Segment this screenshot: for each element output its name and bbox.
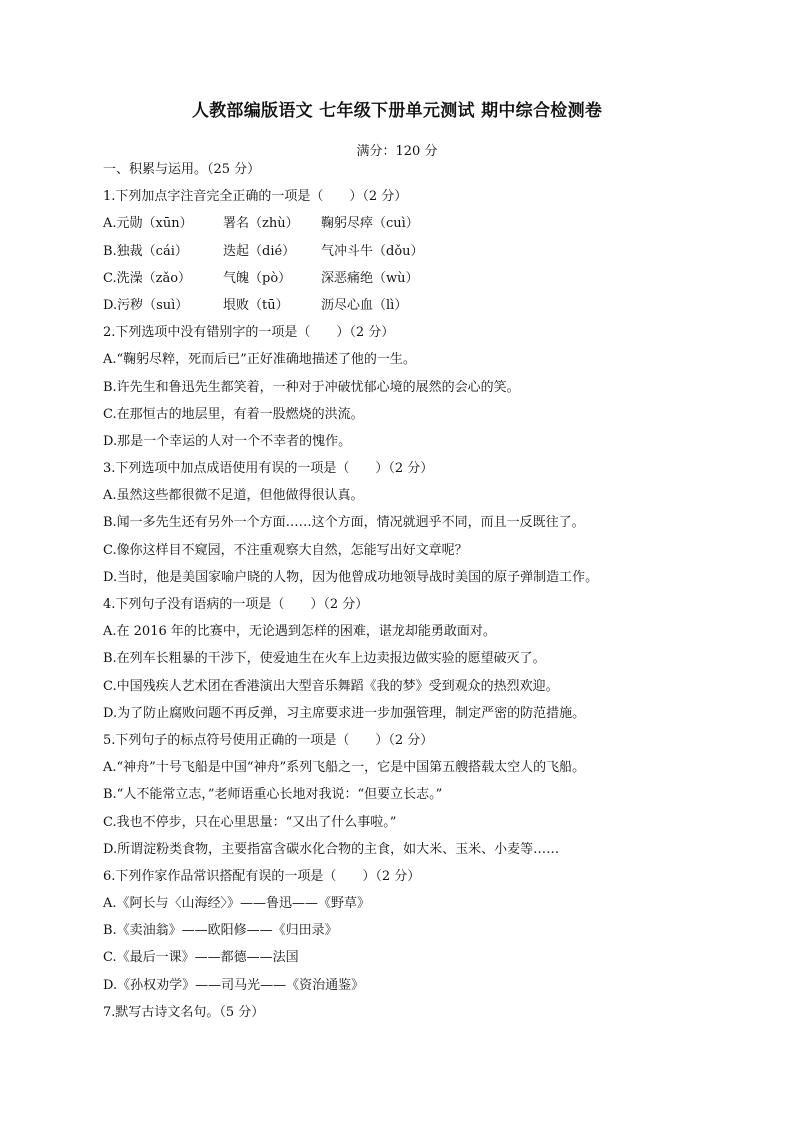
question-5-option-b: B.“人不能常立志，”老师语重心长地对我说：“但要立长志。” [103,787,443,803]
question-5-stem: 5.下列句子的标点符号使用正确的一项是（ ）（2 分） [103,732,434,748]
question-4-stem: 4.下列句子没有语病的一项是（ ）（2 分） [103,597,369,612]
question-3-option-a: A.虽然这些都很微不足道，但他做得很认真。 [103,488,364,504]
question-2-option-d: D.那是一个幸运的人对一个不幸者的愧作。 [103,433,352,449]
option-cell: 迭起（dié） [223,243,296,259]
question-4-option-c: C.中国残疾人艺术团在香港演出大型音乐舞蹈《我的梦》受到观众的热烈欢迎。 [103,678,559,694]
option-cell: 沥尽心血（lì） [321,297,408,313]
question-5-option-c: C.我也不停步，只在心里思量：“又出了什么事啦。” [103,814,397,830]
question-6-stem: 6.下列作家作品常识搭配有误的一项是（ ）（2 分） [103,868,421,884]
option-cell: B.独裁（cái） [103,243,188,259]
option-cell: 署名（zhù） [223,216,299,232]
question-4-option-b: B.在列车长粗暴的干涉下，使爱迪生在火车上边卖报边做实验的愿望破灭了。 [103,651,546,667]
question-3-stem: 3.下列选项中加点成语使用有误的一项是（ ）（2 分） [103,461,434,477]
question-2-stem: 2.下列选项中没有错别字的一项是（ ）（2 分） [103,325,395,341]
question-1-option-d [103,292,703,319]
question-2-option-a: A.“鞠躬尽粹，死而后已”正好准确地描述了他的一生。 [103,352,416,368]
question-6-option-d: D.《孙权劝学》——司马光——《资治通鉴》 [103,977,365,993]
question-3-option-c: C.像你这样目不窥园，不注重观察大自然，怎能写出好文章呢？ [103,542,468,558]
option-cell: A.元勋（xūn） [103,216,193,232]
question-7-stem: 7.默写古诗文名句。（5 分） [103,1004,265,1020]
question-4-option-a: A.在 2016 年的比赛中，无论遇到怎样的困难，谌龙却能勇敢面对。 [103,624,496,640]
option-cell: 气魄（pò） [223,270,292,286]
question-3-option-d: D.当时，他是美国家喻户晓的人物，因为他曾成功地领导战时美国的原子弹制造工作。 [103,569,599,585]
question-1-stem: 1.下列加点字注音完全正确的一项是（ ）（2 分） [103,189,408,205]
question-6-option-c: C.《最后一课》——都德——法国 [103,950,299,966]
question-6-option-b: B.《卖油翁》——欧阳修——《归田录》 [103,923,338,939]
option-cell: 深恶痛绝（wù） [321,270,419,286]
question-1-option-b [103,238,703,265]
page-title: 人教部编版语文 七年级下册单元测试 期中综合检测卷 [191,101,603,121]
option-cell: 鞠躬尽瘁（cuì） [321,216,419,232]
question-3-option-b: B.闻一多先生还有另外一个方面……这个方面，情况就迥乎不同，而且一反既往了。 [103,515,585,531]
question-5-option-d: D.所谓淀粉类食物，主要指富含碳水化合物的主食，如大米、玉米、小麦等…… [103,841,560,857]
section-heading: 一、积累与运用。（25 分） [103,162,261,177]
full-score: 满分：120 分 [356,144,438,159]
question-2-option-b: B.许先生和鲁迅先生都笑着，一种对于冲破忧郁心境的展然的会心的笑。 [103,379,520,395]
question-4-option-d: D.为了防止腐败问题不再反弹，习主席要求进一步加强管理，制定严密的防范措施。 [103,705,586,721]
question-2-option-c: C.在那恒古的地层里，有着一股燃烧的洪流。 [103,406,364,422]
question-5-option-a: A.“神舟”十号飞船是中国“神舟”系列飞船之一，它是中国第五艘搭载太空人的飞船。 [103,760,586,776]
option-cell: C.洗澡（zǎo） [103,270,192,286]
question-6-option-a: A.《阿长与〈山海经〉》——鲁迅——《野草》 [103,896,371,912]
option-cell: D.污秽（suì） [103,297,189,313]
question-1-option-c [103,265,703,292]
exam-body [103,156,703,1026]
question-1-option-a [103,210,703,237]
option-cell: 垠败（tū） [223,297,289,313]
option-cell: 气冲斗牛（dǒu） [321,243,424,259]
